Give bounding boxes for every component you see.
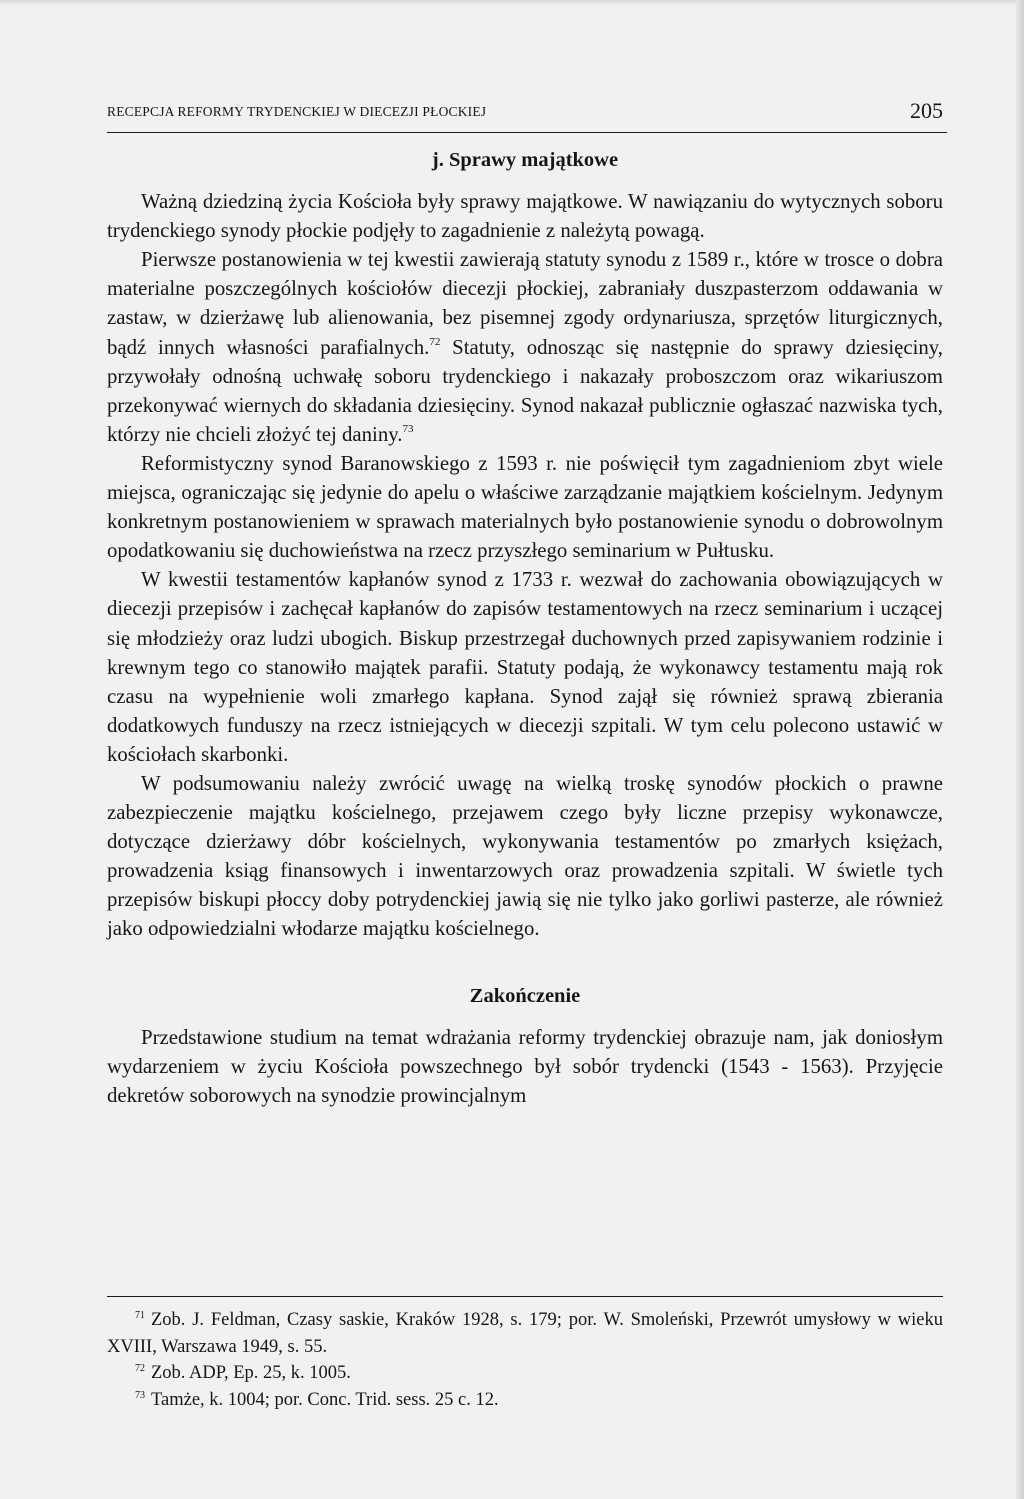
- footnotes: [107, 1296, 943, 1413]
- paragraph: W kwestii testamentów kapłanów synod z 1733 r. wezwał do zachowania obowiązujących w diecezji przepisów i zachęcał kapłanów do zapisów testamentowych na rzecz seminarium i uczącej się młodzieży oraz ludzi ubogich. Biskup przestrzegał duchownych przed zapisywaniem rodzinie i krewnym tego co stanowiło majątek parafii. Statuty podają, że wykonawcy testamentu mają rok czasu na wypełnienie woli zmarłego kapłana. Synod zajął się również sprawą zbierania dodatkowych funduszy na rzecz istniejących w diecezji szpitali. W tym celu polecono ustawić w kościołach skarbonki.: [107, 568, 943, 766]
- paragraph: Ważną dziedziną życia Kościoła były sprawy majątkowe. W nawiązaniu do wytycznych soboru trydenckiego synody płockie podjęły to zagadnienie z należytą powagą.: [107, 190, 943, 243]
- footnote: [107, 1307, 943, 1360]
- paragraph: Reformistyczny synod Baranowskiego z 1593 r. nie poświęcił tym zagadnieniom zbyt wiele miejsca, ograniczając się jedynie do apelu o właściwe zarządzanie majątkiem kościelnym. Jedynym konkretnym postanowieniem w sprawach materialnych było postanowienie synodu o dobrowolnym opodatkowaniu się duchowieństwa na rzecz przyszłego seminarium w Pułtusku.: [107, 451, 943, 563]
- page-top-edge: [0, 0, 1024, 6]
- paragraph: W podsumowaniu należy zwrócić uwagę na wielką troskę synodów płockich o prawne zabezpieczenie majątku kościelnego, przejawem czego były liczne przepisy wykonawcze, dotyczące dzierżawy dóbr kościelnych, wykonywania testamentów po zmarłych księżach, prowadzenia ksiąg finansowych i inwentarzowych oraz prowadzenia szpitali. W świetle tych przepisów biskupi płoccy doby potrydenckiej jawią się nie tylko jako gorliwi pasterze, ale również jako odpowiedzialni włodarze majątku kościelnego.: [107, 771, 943, 941]
- paragraph-text: Statuty, odnosząc się następnie do sprawy dziesięciny, przywołały odnośną uchwałę soboru trydenckiego i nakazały proboszczom oraz wikariuszom przekonywać wiernych do składania dziesięciny. Synod nakazał publicznie ogłaszać nazwiska tych, którzy nie chcieli złożyć tej daniny.: [107, 335, 943, 446]
- page-right-edge: [1016, 0, 1024, 1499]
- page-number: 205: [910, 98, 943, 123]
- footnote-text: Tamże, k. 1004; por. Conc. Trid. sess. 25 c. 12.: [151, 1389, 499, 1410]
- paragraph-text: Pierwsze postanowienia w tej kwestii zawierają statuty synodu z 1589 r., które w trosce o dobra materialne poszczególnych kościołów diecezji płockiej, zabraniały duszpasterzom oddawania w zastaw, w dzierżawę lub alienowania, bez pisemnej zgody ordynariusza, sprzętów liturgicznych, bądź innych własności parafialnych.: [107, 248, 943, 359]
- main-text: [107, 146, 943, 1110]
- footnote: [107, 1360, 943, 1387]
- footnote-mark: 72: [135, 1363, 145, 1374]
- footnote-ref: 73: [402, 422, 414, 435]
- running-head: RECEPCJA REFORMY TRYDENCKIEJ W DIECEZJI PŁOCKIEJ: [107, 104, 487, 119]
- footnote-text: Zob. ADP, Ep. 25, k. 1005.: [151, 1363, 351, 1383]
- footnote-mark: 71: [135, 1310, 145, 1321]
- footnote-text: Zob. J. Feldman, Czasy saskie, Kraków 1928, s. 179; por. W. Smoleński, Przewrót umysłowy w wieku XVIII, Warszawa 1949, s. 55.: [107, 1310, 943, 1357]
- section-gap: [107, 944, 943, 982]
- section-title-majatkowe: j. Sprawy majątkowe: [431, 149, 619, 171]
- page-header: [107, 98, 947, 133]
- footnote-ref: 72: [429, 335, 441, 348]
- paragraph-with-footnotes: [107, 245, 943, 449]
- section-title-zakonczenie: Zakończenie: [469, 984, 581, 1007]
- footnote-mark: 73: [135, 1389, 145, 1401]
- paragraph: Przedstawione studium na temat wdrażania reformy trydenckiej obrazuje nam, jak doniosłym wydarzeniem w życiu Kościoła powszechnego był sobór trydencki (1543 - 1563). Przyjęcie dekretów soborowych na synodzie prowincjalnym: [107, 1025, 943, 1107]
- footnote: [107, 1387, 943, 1414]
